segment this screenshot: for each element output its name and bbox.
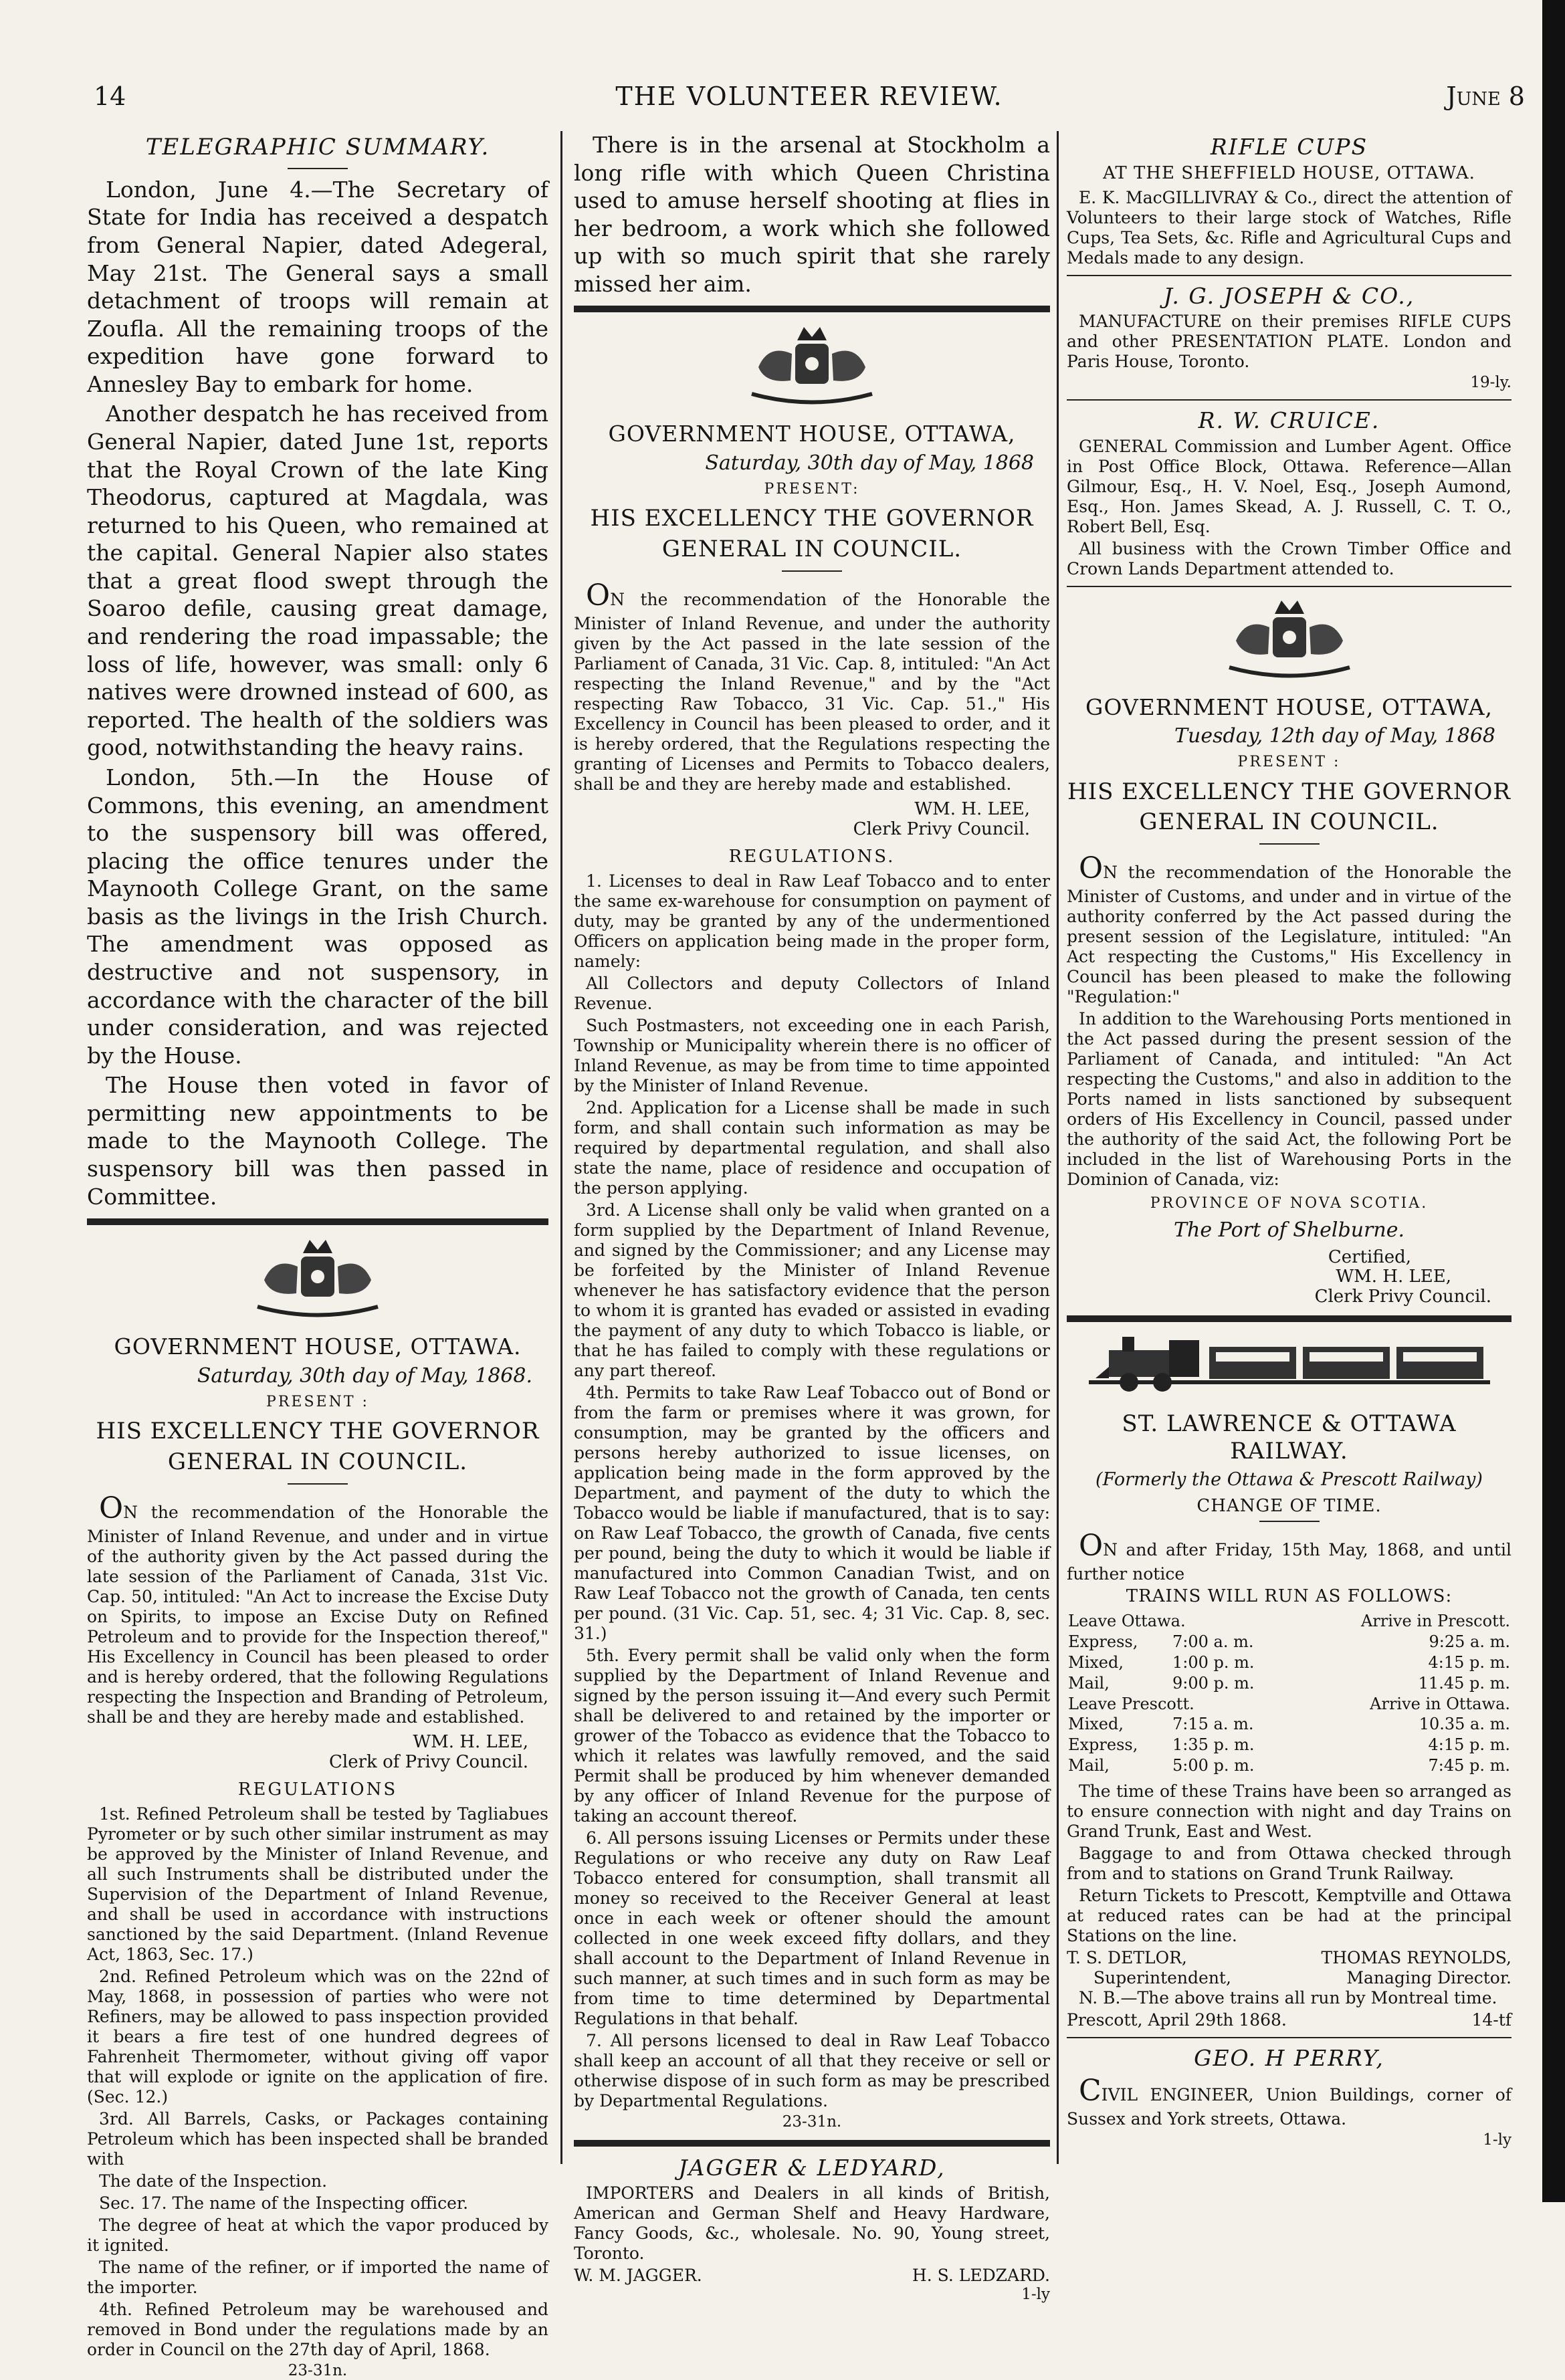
column-middle — [574, 131, 1050, 2304]
ad-signatures — [574, 2266, 1050, 2286]
train-name: Mixed, — [1068, 1652, 1124, 1672]
dated-line: Prescott, April 29th 1868. — [1067, 2010, 1287, 2030]
railway-dated — [1067, 2010, 1511, 2030]
telegraphic-summary — [87, 176, 548, 1210]
signature-title: Clerk Privy Council. — [853, 819, 1030, 839]
signature — [1067, 1248, 1491, 1308]
regulation-item: 3rd. All Barrels, Casks, or Packages containing Petroleum which has been inspected shall be branded with — [87, 2108, 548, 2169]
regulation-item: 1st. Refined Petroleum shall be tested by Tagliabues Pyrometer or by such other similar instrument as may be approved by the Minister of Inland Revenue, and all such Instruments shall be distributed under the Supervision of the Department of Inland Revenue, and shall be used in accordance with instructions sanctioned by the said Department. (Inland Revenue Act, 1863, Sec. 17.) — [87, 1804, 548, 1964]
stockholm-item — [574, 131, 1050, 298]
divider — [1259, 1521, 1320, 1522]
railway-title: ST. LAWRENCE & OTTAWA RAILWAY. — [1122, 1410, 1457, 1465]
regulations-list — [574, 871, 1050, 2111]
ad-body — [1067, 437, 1511, 579]
excellency-heading: HIS EXCELLENCY THE GOVERNOR GENERAL IN COUNCIL. — [96, 1418, 540, 1476]
regulation-item: Sec. 17. The name of the Inspecting officer. — [99, 2193, 469, 2213]
page-header — [94, 82, 1525, 122]
notice-date: Saturday, 30th day of May, 1868 — [705, 451, 1034, 475]
ad-title: GEO. H PERRY, — [1194, 2044, 1384, 2071]
departure-time: 7:15 a. m. — [1172, 1715, 1254, 1734]
signature-name: WM. H. LEE, — [1336, 1267, 1451, 1287]
signature-name: WM. H. LEE, — [413, 1731, 528, 1752]
table-row — [1067, 1755, 1511, 1776]
divider — [574, 2140, 1050, 2147]
regulation-item: The date of the Inspection. — [99, 2171, 328, 2191]
ad-subtitle: AT THE SHEFFIELD HOUSE, OTTAWA. — [1103, 163, 1475, 183]
page-number: 14 — [94, 82, 126, 111]
regulation-item: 7. All persons licensed to deal in Raw Leaf Tobacco shall keep an account of all that they receive or sell or otherwise dispose of in such form as may be prescribed by Departmental Regulations. — [574, 2031, 1050, 2111]
royal-coat-of-arms-icon — [217, 1233, 418, 1327]
divider — [288, 1483, 348, 1485]
divider — [782, 570, 842, 572]
port-name: The Port of Shelburne. — [1174, 1218, 1404, 1242]
signature — [574, 800, 1030, 840]
divider — [1067, 2037, 1511, 2038]
table-row — [1067, 1652, 1511, 1673]
regulation-item: Such Postmasters, not exceeding one in each Parish, Township or Municipality wherein there is no officer of Inland Revenue, as may be from time to time appointed by the Minister of Inland Revenue. — [574, 1016, 1050, 1095]
signature-title: Managing Director. — [1346, 1967, 1511, 1987]
divider — [1067, 275, 1511, 276]
regulations-heading: REGULATIONS. — [728, 846, 896, 867]
table-row — [1067, 1735, 1511, 1755]
page-edge-shadow — [1542, 0, 1565, 2202]
column-right — [1067, 131, 1511, 2177]
notice-body — [574, 578, 1050, 794]
regulation-item: 2nd. Application for a License shall be made in such form, and shall contain such information as may be required by departmental regulation, and shall also state the name, place of residence and occupation of the person applying. — [574, 1098, 1050, 1198]
train-name: Mixed, — [1068, 1715, 1124, 1734]
regulations-list — [87, 1804, 548, 2360]
divider — [288, 168, 348, 169]
signature-title: Superintendent, — [1093, 1967, 1231, 1987]
regulation-item: The degree of heat at which the vapor produced by it ignited. — [87, 2215, 548, 2255]
arrival-time: 7:45 p. m. — [1428, 1755, 1510, 1775]
paragraph: There is in the arsenal at Stockholm a long rifle with which Queen Christina used to amuse herself shooting at flies in her bedroom, a work which she followed up with so much spirit that she rarely missed her aim. — [574, 132, 1050, 297]
regulation-item: 4th. Permits to take Raw Leaf Tobacco out of Bond or from the farm or premises where it was grown, for consumption, may be granted by the officers and persons hereby authorized to issue licenses, on application being made in the form approved by the Department, and payment of the duty to which the Tobacco would be liable if manufactured, that is to say: on Raw Leaf Tobacco, the growth of Canada, five cents per pound, being the duty to which it would be liable if manufactured into Common Canadian Twist, and on Raw Leaf Tobacco not the growth of Canada, ten cents per pound. (31 Vic. Cap. 51, sec. 4; 31 Vic. Cap. 8, sec. 31.) — [574, 1383, 1050, 1643]
railway-subtitle: (Formerly the Ottawa & Prescott Railway) — [1096, 1469, 1483, 1490]
column-left — [87, 131, 548, 2379]
royal-coat-of-arms-icon — [712, 320, 912, 414]
table-row — [1067, 1673, 1511, 1694]
paragraph: London, 5th.—In the House of Commons, this evening, an amendment to the suspensory bill was offered, placing the office tenures under the Maynooth College Grant, on the same basis as the livings in the Irish Church. The amendment was opposed as destructive and not suspensory, in accordance with the character of the bill under consideration, and was rejected by the House. — [87, 764, 548, 1069]
ad-code: 19-ly. — [1470, 374, 1511, 392]
section-heading: TELEGRAPHIC SUMMARY. — [145, 134, 490, 160]
excellency-heading: HIS EXCELLENCY THE GOVERNOR GENERAL IN COUNCIL. — [590, 505, 1034, 563]
notice-code: 23-31n. — [782, 2113, 842, 2131]
trains-heading: TRAINS WILL RUN AS FOLLOWS: — [1126, 1586, 1453, 1607]
paragraph: Baggage to and from Ottawa checked through from and to stations on Grand Trunk Railway. — [1067, 1843, 1511, 1883]
ad-title: R. W. CRUICE. — [1198, 407, 1380, 433]
divider — [87, 1218, 548, 1225]
ad-title: JAGGER & LEDYARD, — [678, 2154, 946, 2181]
divider — [1067, 1315, 1511, 1322]
notice-heading: GOVERNMENT HOUSE, OTTAWA, — [1085, 693, 1493, 720]
publication-title: THE VOLUNTEER REVIEW. — [615, 82, 1003, 111]
train-name: Mail, — [1068, 1755, 1110, 1775]
notice-date: Tuesday, 12th day of May, 1868 — [1174, 724, 1495, 748]
paragraph: Return Tickets to Prescott, Kemptville and Ottawa at reduced rates can be had at the principal Stations on the line. — [1067, 1885, 1511, 1945]
notice-code: 23-31n. — [288, 2361, 348, 2379]
train-name: Express, — [1068, 1632, 1138, 1652]
signature-name: WM. H. LEE, — [914, 799, 1030, 820]
paragraph: London, June 4.—The Secretary of State for India has received a despatch from General Napier, dated Adegeral, May 21st. The General says a small detachment of troops will remain at Zoufla. All the remaining troops of the expedition have gone forward to Annesley Bay to embark for home. — [87, 176, 548, 397]
paragraph: The time of these Trains have been so arranged as to ensure connection with night and day Trains on Grand Trunk, East and West. — [1067, 1781, 1511, 1841]
divider — [574, 306, 1050, 312]
paragraph: ON the recommendation of the Honorable the Minister of Inland Revenue, and under the authority given by the Act passed in the late session of the Parliament of Canada, 31 Vic. Cap. 8, intituled: "An Act respecting the Inland Revenue," and by the "Act respecting Raw Tobacco, 31 Vic. Cap. 51.," His Excellency in Council has been pleased to order, and it is hereby ordered, that the Regulations respecting the granting of Licenses and Permits to Tobacco dealers, shall be and they are hereby made and established. — [574, 578, 1050, 794]
railway-intro — [1067, 1529, 1511, 1584]
signature-name: THOMAS REYNOLDS, — [1321, 1947, 1511, 1967]
excellency-heading: HIS EXCELLENCY THE GOVERNOR GENERAL IN COUNCIL. — [1067, 778, 1511, 836]
province-label: PROVINCE OF NOVA SCOTIA. — [1150, 1195, 1429, 1212]
notice-heading: GOVERNMENT HOUSE, OTTAWA, — [608, 421, 1016, 447]
regulation-item: 6. All persons issuing Licenses or Permits under these Regulations or who receive any duty on Raw Leaf Tobacco entered for consumption, shall transmit all money so received to the Receiver General at least once in each week or oftener should the amount collected in one week exceed fifty dollars, and they shall account to the Department of Inland Revenue in such manner, at such times and in such form as may be from time to time determined by Departmental Regulations in that behalf. — [574, 1828, 1050, 2028]
ad-body — [1067, 312, 1511, 372]
notice-body — [87, 1491, 548, 1727]
column-divider — [1057, 131, 1059, 2164]
railway-signatures — [1067, 1948, 1511, 1988]
table-row — [1067, 1632, 1511, 1652]
arrival-time: 10.35 a. m. — [1419, 1715, 1510, 1734]
column-header: Leave Prescott. — [1068, 1694, 1194, 1713]
notice-date: Saturday, 30th day of May, 1868. — [197, 1364, 532, 1388]
column-header: Arrive in Ottawa. — [1370, 1694, 1510, 1713]
notice-heading: GOVERNMENT HOUSE, OTTAWA. — [114, 1333, 522, 1360]
royal-coat-of-arms-icon — [1189, 594, 1390, 687]
regulation-item: The name of the refiner, or if imported the name of the importer. — [87, 2257, 548, 2297]
paragraph: MANUFACTURE on their premises RIFLE CUPS and other PRESENTATION PLATE. London and Paris House, Toronto. — [1067, 312, 1511, 372]
ad-partner: W. M. JAGGER. — [574, 2266, 702, 2286]
change-of-time-heading: CHANGE OF TIME. — [1196, 1496, 1382, 1517]
regulation-item: 1. Licenses to deal in Raw Leaf Tobacco and to enter the same ex-warehouse for consumption on payment of duty, may be granted by any of the undermentioned Officers on application being made in the proper form, namely: — [574, 871, 1050, 971]
regulation-item: 5th. Every permit shall be valid only when the form supplied by the Department of Inland Revenue and signed by the person issuing it—And every such Permit shall be delivered to and retained by the importer or grower of the Tobacco as evidence that the Tobacco to which it relates was lawfully removed, and the said Permit shall be produced by him whenever demanded by any officer of Inland Revenue for the purpose of taking an account thereof. — [574, 1646, 1050, 1826]
departure-time: 7:00 a. m. — [1172, 1632, 1254, 1652]
signature-title: Clerk of Privy Council. — [329, 1751, 528, 1772]
ad-code: 14-tf — [1471, 2010, 1511, 2030]
ad-body — [574, 2183, 1050, 2264]
paragraph: ON the recommendation of the Honorable the Minister of Inland Revenue, and under and in virtue of the authority given by the Act passed during the late session of the Parliament of Canada, 31st Vic. Cap. 50, intituled: "An Act to increase the Excise Duty on Spirits, to impose an Excise Duty on Refined Petroleum and to provide for the Inspection thereof," His Excellency in Council has been pleased to order and is hereby ordered, that the following Regulations respecting the Inspection and Branding of Petroleum, shall be and they are hereby made and established. — [87, 1491, 548, 1727]
arrival-time: 9:25 a. m. — [1429, 1632, 1510, 1652]
paragraph: N. B.—The above trains all run by Montreal time. — [1079, 1987, 1497, 2008]
notice-body — [1067, 851, 1511, 1190]
paragraph: In addition to the Warehousing Ports mentioned in the Act passed during the present session of the Parliament of Canada, and intituled: "An Act respecting the Customs," and also in addition to the Ports named in lists sanctioned by subsequent orders of His Excellency in Council, passed under the authority of the said Act, the following Port be included in the list of Warehousing Ports in the Dominion of Canada, viz: — [1067, 1009, 1511, 1190]
present-label: PRESENT: — [764, 481, 860, 498]
column-divider — [560, 131, 562, 2164]
ad-body — [1067, 188, 1511, 268]
paragraph: ON and after Friday, 15th May, 1868, and until further notice — [1067, 1529, 1511, 1584]
ad-code: 1-ly — [1021, 2286, 1050, 2304]
regulation-item: All Collectors and deputy Collectors of Inland Revenue. — [574, 974, 1050, 1013]
arrival-time: 4:15 p. m. — [1428, 1652, 1510, 1672]
departure-time: 5:00 p. m. — [1172, 1755, 1255, 1775]
paragraph: Another despatch he has received from General Napier, dated June 1st, reports that the Royal Crown of the late King Theodorus, captured at Magdala, was returned to his Queen, who remained at the capital. General Napier also states that a great flood swept through the Soaroo defile, causing great damage, and rendering the road impassable; the loss of life, however, was small: only 6 natives were drowned instead of 600, as reported. The health of the soldiers was good, notwithstanding the heavy rains. — [87, 401, 548, 761]
paragraph: GENERAL Commission and Lumber Agent. Office in Post Office Block, Ottawa. Reference—Allan Gilmour, Esq., H. V. Noel, Esq., Joseph Aumond, Esq., Hon. James Skead, A. J. Russell, C. T. O., Robert Bell, Esq. — [1067, 436, 1511, 536]
paragraph: The House then voted in favor of permitting new appointments to be made to the Maynooth College. The suspensory bill was then passed in Committee. — [87, 1072, 548, 1210]
paragraph: ON the recommendation of the Honorable the Minister of Customs, and under and in virtue of the authority conferred by the Act passed during the present session of the Legislature, intituled: "An Act respecting the Customs," His Excellency in Council has been pleased to make the following "Regulation:" — [1067, 851, 1511, 1007]
paragraph: CIVIL ENGINEER, Union Buildings, corner of Sussex and York streets, Ottawa. — [1067, 2074, 1511, 2129]
ad-code: 1-ly — [1483, 2131, 1511, 2149]
divider — [1259, 843, 1320, 845]
divider — [1067, 399, 1511, 401]
signature-name: T. S. DETLOR, — [1067, 1947, 1187, 1967]
paragraph: IMPORTERS and Dealers in all kinds of British, American and German Shelf and Heavy Hardware, Fancy Goods, &c., wholesale. No. 90, Young street, Toronto. — [574, 2183, 1050, 2264]
ad-title: RIFLE CUPS — [1210, 134, 1368, 160]
divider — [1067, 586, 1511, 587]
regulation-item: 3rd. A License shall only be valid when granted on a form supplied by the Department of Inland Revenue, and signed by the Commissioner; and any License may be forfeited by the Minister of Inland Revenue whenever he has satisfactory evidence that the person to whom it is granted has evaded or assisted in evading the payment of any duty to which Tobacco is liable, or that he has failed to comply with these regulations or any part thereof. — [574, 1200, 1050, 1380]
paragraph: All business with the Crown Timber Office and Crown Lands Department attended to. — [1067, 538, 1511, 578]
column-header: Leave Ottawa. — [1068, 1612, 1186, 1631]
regulation-item: 4th. Refined Petroleum may be warehoused and removed in Bond under the regulations made by an order in Council on the 27th day of April, 1868. — [87, 2299, 548, 2359]
signature — [87, 1733, 528, 1773]
departure-time: 9:00 p. m. — [1172, 1673, 1255, 1693]
train-name: Express, — [1068, 1735, 1138, 1755]
railway-notes — [1067, 1781, 1511, 1946]
ad-title: J. G. JOSEPH & CO., — [1163, 282, 1415, 309]
ad-body — [1067, 2074, 1511, 2129]
certified-label: Certified, — [1328, 1247, 1411, 1267]
regulation-item: 2nd. Refined Petroleum which was on the 22nd of May, 1868, in possession of parties who were not Refiners, may be allowed to pass inspection provided it bears a fire test of one hundred degrees of Fahrenheit Thermometer, without giving off vapor that will explode or ignite on the application of fire. (Sec. 12.) — [87, 1966, 548, 2106]
train-name: Mail, — [1068, 1673, 1110, 1693]
timetable-ottawa-prescott — [1067, 1611, 1511, 1775]
present-label: PRESENT : — [266, 1393, 369, 1410]
signature-title: Clerk Privy Council. — [1314, 1287, 1491, 1307]
present-label: PRESENT : — [1237, 754, 1341, 771]
column-header: Arrive in Prescott. — [1360, 1612, 1510, 1631]
railway-nb — [1067, 1988, 1511, 2008]
departure-time: 1:00 p. m. — [1172, 1652, 1255, 1672]
arrival-time: 11.45 p. m. — [1418, 1673, 1510, 1693]
ad-partner: H. S. LEDZARD. — [912, 2266, 1050, 2286]
locomotive-icon — [1082, 1330, 1497, 1404]
arrival-time: 4:15 p. m. — [1428, 1735, 1510, 1755]
issue-date: June 8 — [1446, 82, 1525, 111]
table-row — [1067, 1714, 1511, 1735]
departure-time: 1:35 p. m. — [1172, 1735, 1255, 1755]
paragraph: E. K. MacGILLIVRAY & Co., direct the attention of Volunteers to their large stock of Watches, Rifle Cups, Tea Sets, &c. Rifle and Agricultural Cups and Medals made to any design. — [1067, 187, 1511, 267]
regulations-heading: REGULATIONS — [237, 1779, 398, 1800]
